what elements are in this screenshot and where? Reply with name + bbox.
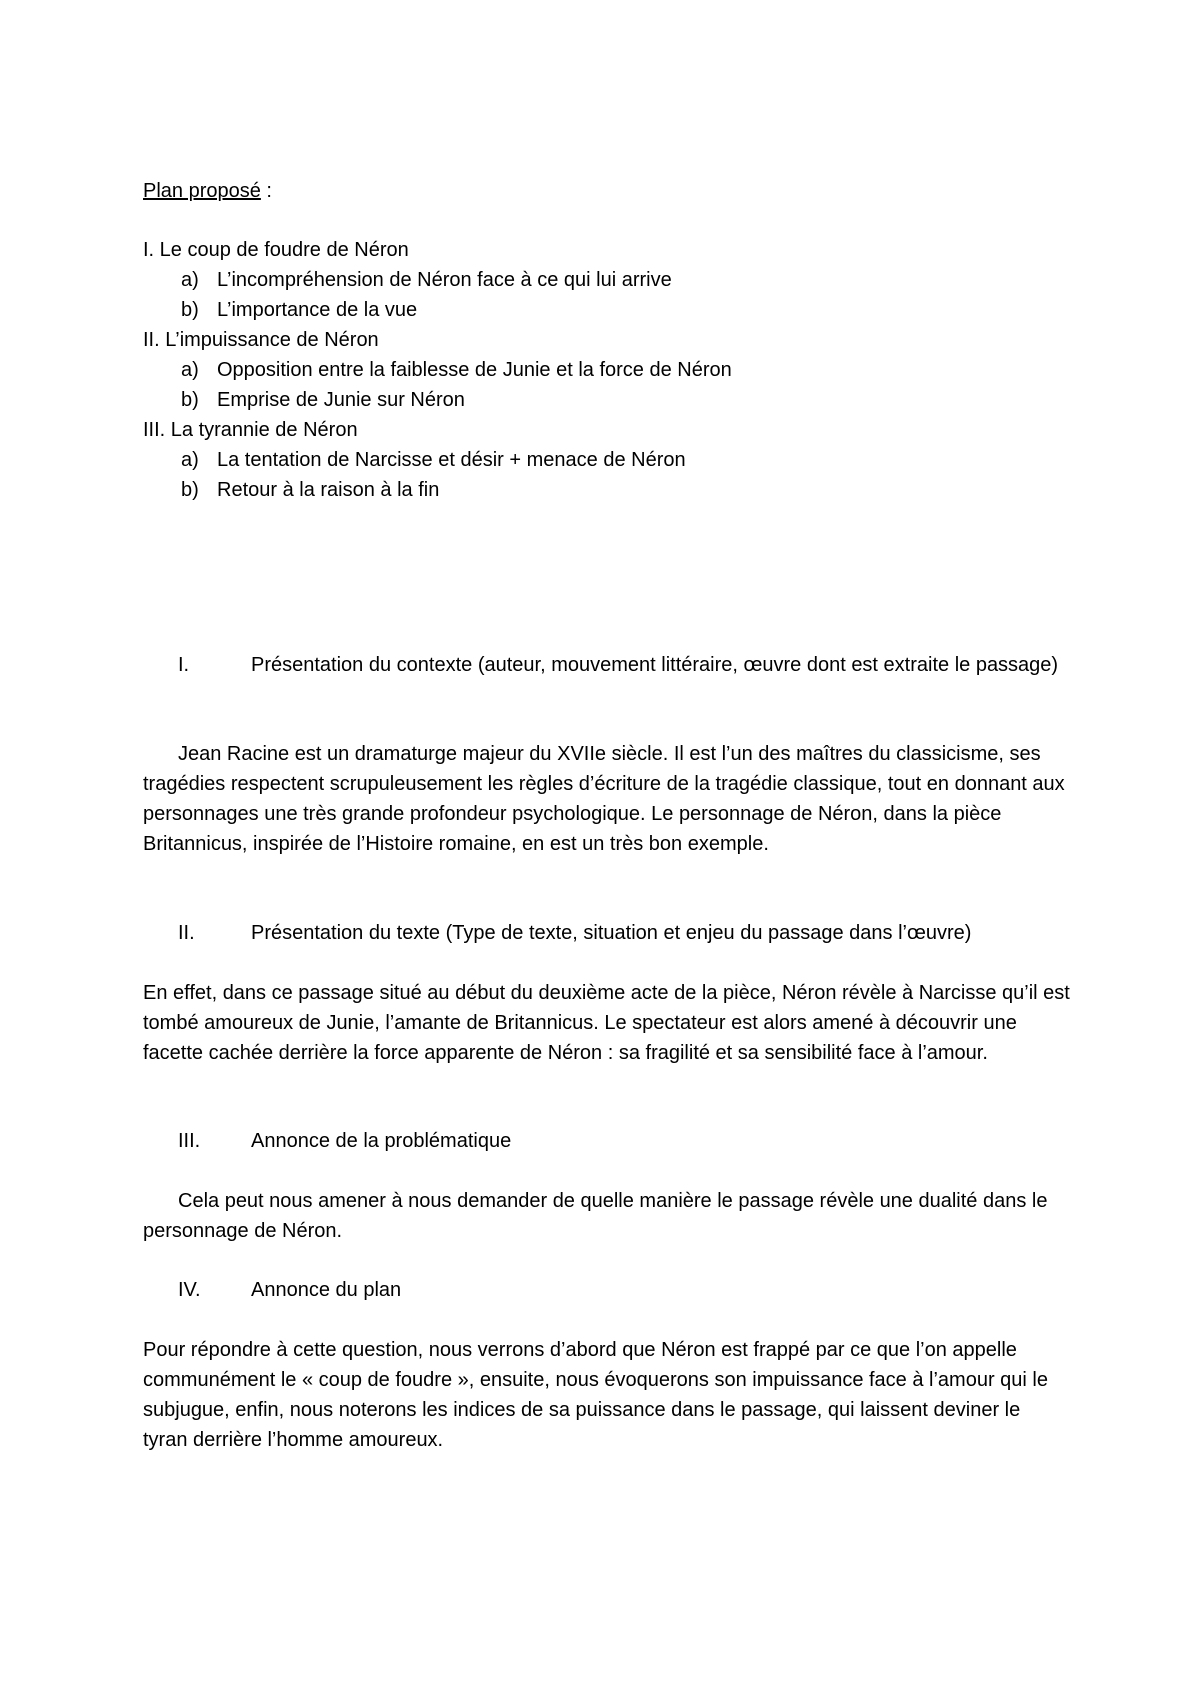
section-heading-text: Annonce de la problématique [251,1130,512,1152]
title-suffix: : [260,180,272,202]
plan-sub-item [143,355,1070,385]
plan-part-3: III. La tyrannie de Néron [143,419,358,441]
section-number: II. [178,922,195,944]
sub-item-letter: b) [181,389,199,411]
plan-sub-item [143,385,1070,415]
section-body-2: En effet, dans ce passage situé au début du deuxième acte de la pièce, Néron révèle à Narcisse qu’il est tombé amoureux de Junie, l’amante de Britannicus. Le spectateur est alors amené à découvrir une facette cachée derrière la force apparente de Néron : sa fragilité et sa sensibilité face à l’amour. [143,982,1070,1064]
sub-item-text: Emprise de Junie sur Néron [217,389,465,411]
sub-item-letter: a) [181,449,199,471]
section-body-4: Pour répondre à cette question, nous verrons d’abord que Néron est frappé par ce que l’on appelle communément le « coup de foudre », ensuite, nous évoquerons son impuissance face à l’amour qui le subjugue, enfin, nous noterons les indices de sa puissance dans le passage, qui laissent deviner le tyran derrière l’homme amoureux. [143,1339,1048,1451]
section-heading-1 [143,650,1070,680]
plan-sub-item [143,265,1070,295]
section-number: IV. [178,1279,201,1301]
sub-item-text: Opposition entre la faiblesse de Junie et la force de Néron [217,359,732,381]
plan-part-1: I. Le coup de foudre de Néron [143,239,409,261]
section-heading-text: Présentation du contexte (auteur, mouvement littéraire, œuvre dont est extraite le passage) [251,654,1059,676]
section-heading-4 [143,1275,1070,1305]
section-number: III. [178,1130,201,1152]
title-underlined: Plan proposé [143,180,261,202]
section-heading-2 [143,918,1070,948]
section-body-3: Cela peut nous amener à nous demander de quelle manière le passage révèle une dualité dans le personnage de Néron. [143,1190,1048,1242]
sub-item-letter: b) [181,299,199,321]
section-number: I. [178,654,190,676]
sub-item-text: La tentation de Narcisse et désir + menace de Néron [217,449,686,471]
sub-item-text: Retour à la raison à la fin [217,479,440,501]
sub-item-letter: b) [181,479,199,501]
plan-outline [143,235,1070,505]
sub-item-text: L’incompréhension de Néron face à ce qui lui arrive [217,269,672,291]
section-heading-text: Présentation du texte (Type de texte, situation et enjeu du passage dans l’œuvre) [251,922,972,944]
sub-item-letter: a) [181,359,199,381]
section-heading-text: Annonce du plan [251,1279,402,1301]
section-heading-3 [143,1126,1070,1156]
sub-item-text: L’importance de la vue [217,299,418,321]
plan-sub-item [143,445,1070,475]
plan-sub-item [143,295,1070,325]
section-body-1: Jean Racine est un dramaturge majeur du XVIIe siècle. Il est l’un des maîtres du classicisme, ses tragédies respectent scrupuleusement les règles d’écriture de la tragédie classique, tout en donnant aux personnages une très grande profondeur psychologique. Le personnage de Néron, dans la pièce Britannicus, inspirée de l’Histoire romaine, en est un très bon exemple. [143,743,1065,855]
plan-part-2: II. L’impuissance de Néron [143,329,379,351]
sub-item-letter: a) [181,269,199,291]
page-title [143,176,1070,206]
plan-sub-item [143,475,1070,505]
